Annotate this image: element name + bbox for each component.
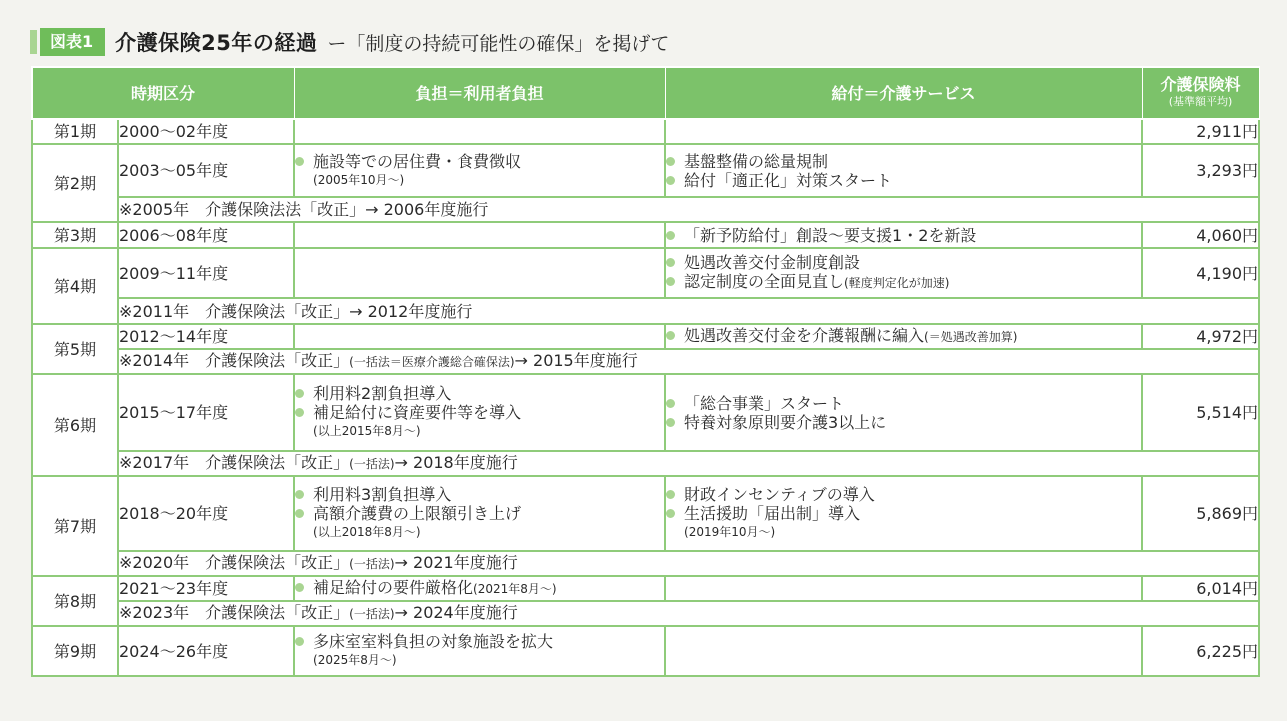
title-main: 介護保険25年の経過 (115, 31, 318, 55)
benefit-item: 「新予防給付」創設〜要支援1・2を新設 (684, 225, 977, 245)
bullet-icon (666, 157, 675, 166)
fee-value: 4,060円 (1142, 222, 1259, 248)
table-row-p8 (32, 576, 1259, 601)
table-row-p1 (32, 119, 1259, 144)
law-revision-effective: → 2015年度施行 (514, 351, 638, 370)
term-years: 2021〜23年度 (118, 576, 294, 601)
title-subtitle: ー「制度の持続可能性の確保」を掲げて (327, 32, 670, 55)
bullet-icon (295, 583, 304, 592)
benefit-cell (665, 476, 1142, 551)
period-label: 第6期 (32, 374, 118, 476)
bullet-icon (295, 157, 304, 166)
burden-cell (294, 324, 665, 349)
burden-cell (294, 374, 665, 451)
bullet-icon (666, 258, 675, 267)
bullet-icon (295, 408, 304, 417)
bullet-icon (666, 509, 675, 518)
table-row-p6 (32, 374, 1259, 451)
table-row-p3 (32, 222, 1259, 248)
burden-item-note: (2021年8月〜) (473, 582, 557, 596)
fee-value: 6,014円 (1142, 576, 1259, 601)
law-revision-row (32, 451, 1259, 476)
benefit-date-note: (2019年10月〜) (684, 525, 776, 539)
fee-value: 4,190円 (1142, 248, 1259, 298)
fee-value: 5,514円 (1142, 374, 1259, 451)
bullet-icon (666, 176, 675, 185)
fee-value: 3,293円 (1142, 144, 1259, 197)
burden-cell (294, 626, 665, 676)
burden-date-note: (2025年8月〜) (313, 653, 397, 667)
table-row-p9 (32, 626, 1259, 676)
bullet-icon (666, 418, 675, 427)
benefit-cell (665, 144, 1142, 197)
figure-title (30, 24, 669, 60)
term-years: 2009〜11年度 (118, 248, 294, 298)
term-years: 2024〜26年度 (118, 626, 294, 676)
law-revision-note (118, 349, 1259, 374)
law-revision-note: ※2011年 介護保険法「改正」→ 2012年度施行 (118, 298, 1259, 324)
header-period: 時期区分 (32, 67, 294, 119)
benefit-cell (665, 222, 1142, 248)
bullet-icon (666, 490, 675, 499)
law-revision-effective: → 2018年度施行 (394, 453, 518, 472)
law-revision-effective: → 2021年度施行 (394, 553, 518, 572)
period-label: 第2期 (32, 144, 118, 222)
benefit-item: 認定制度の全面見直し (684, 272, 845, 291)
burden-date-note: (以上2015年8月〜) (313, 424, 421, 438)
law-revision-row (32, 601, 1259, 626)
burden-date-note: (以上2018年8月〜) (313, 525, 421, 539)
bullet-icon (666, 399, 675, 408)
header-benefit: 給付＝介護サービス (665, 67, 1142, 119)
table-row-p5 (32, 324, 1259, 349)
burden-date-note: (2005年10月〜) (313, 172, 405, 187)
law-revision-text: ※2023年 介護保険法「改正」 (119, 603, 350, 622)
table-row-p4 (32, 248, 1259, 298)
period-label: 第4期 (32, 248, 118, 324)
law-revision-small: (一括法) (349, 557, 395, 571)
care-insurance-history-table (31, 66, 1260, 677)
benefit-item: 処遇改善交付金を介護報酬に編入 (684, 326, 925, 345)
law-revision-row (32, 298, 1259, 324)
term-years: 2006〜08年度 (118, 222, 294, 248)
burden-cell (294, 476, 665, 551)
period-label: 第7期 (32, 476, 118, 576)
burden-cell (294, 119, 665, 144)
bullet-icon (295, 509, 304, 518)
burden-item: 利用料2割負担導入 (313, 384, 452, 403)
table-row-p7 (32, 476, 1259, 551)
term-years: 2015〜17年度 (118, 374, 294, 451)
benefit-cell (665, 324, 1142, 349)
law-revision-note (118, 551, 1259, 576)
law-revision-text: ※2017年 介護保険法「改正」 (119, 453, 350, 472)
table-row-p2 (32, 144, 1259, 197)
benefit-item: 財政インセンティブの導入 (684, 485, 875, 504)
burden-item: 補足給付に資産要件等を導入 (313, 403, 522, 422)
burden-item: 多床室室料負担の対象施設を拡大 (313, 632, 554, 651)
bullet-icon (666, 331, 675, 340)
title-accent-bar (30, 30, 37, 54)
term-years: 2000〜02年度 (118, 119, 294, 144)
benefit-item-note: (＝処遇改善加算) (924, 330, 1018, 344)
figure-badge: 図表1 (40, 28, 105, 56)
burden-cell (294, 144, 665, 197)
burden-item: 利用料3割負担導入 (313, 485, 452, 504)
burden-cell (294, 576, 665, 601)
law-revision-row (32, 197, 1259, 222)
header-fee (1142, 67, 1259, 119)
benefit-item: 生活援助「届出制」導入 (684, 504, 861, 523)
law-revision-effective: → 2024年度施行 (394, 603, 518, 622)
header-fee-sub: (基準額平均) (1168, 95, 1233, 108)
benefit-cell (665, 119, 1142, 144)
period-label: 第5期 (32, 324, 118, 374)
bullet-icon (295, 389, 304, 398)
burden-item: 高額介護費の上限額引き上げ (313, 504, 522, 523)
law-revision-note: ※2005年 介護保険法法「改正」→ 2006年度施行 (118, 197, 1259, 222)
burden-cell (294, 248, 665, 298)
period-label: 第9期 (32, 626, 118, 676)
burden-item: 補足給付の要件厳格化 (313, 578, 474, 597)
benefit-item: 処遇改善交付金制度創設 (684, 253, 861, 272)
term-years: 2003〜05年度 (118, 144, 294, 197)
law-revision-text: ※2020年 介護保険法「改正」 (119, 553, 350, 572)
benefit-item: 特養対象原則要介護3以上に (684, 412, 887, 432)
period-label: 第8期 (32, 576, 118, 626)
law-revision-small: (一括法) (349, 457, 395, 471)
law-revision-text: ※2014年 介護保険法「改正」 (119, 351, 350, 370)
header-row (32, 67, 1259, 119)
bullet-icon (666, 277, 675, 286)
law-revision-note (118, 451, 1259, 476)
law-revision-small: (一括法) (349, 607, 395, 621)
law-revision-row (32, 349, 1259, 374)
bullet-icon (295, 490, 304, 499)
benefit-cell (665, 374, 1142, 451)
bullet-icon (666, 231, 675, 240)
period-label: 第3期 (32, 222, 118, 248)
law-revision-small: (一括法＝医療介護総合確保法) (349, 355, 515, 369)
fee-value: 2,911円 (1142, 119, 1259, 144)
period-label: 第1期 (32, 119, 118, 144)
fee-value: 4,972円 (1142, 324, 1259, 349)
law-revision-row (32, 551, 1259, 576)
benefit-cell (665, 248, 1142, 298)
law-revision-note (118, 601, 1259, 626)
bullet-icon (295, 637, 304, 646)
fee-value: 6,225円 (1142, 626, 1259, 676)
benefit-item-note: (軽度判定化が加速) (844, 276, 950, 290)
term-years: 2012〜14年度 (118, 324, 294, 349)
benefit-item: 基盤整備の総量規制 (684, 151, 829, 171)
term-years: 2018〜20年度 (118, 476, 294, 551)
benefit-cell (665, 626, 1142, 676)
benefit-cell (665, 576, 1142, 601)
header-burden: 負担＝利用者負担 (294, 67, 665, 119)
fee-value: 5,869円 (1142, 476, 1259, 551)
benefit-item: 給付「適正化」対策スタート (684, 170, 893, 190)
burden-cell (294, 222, 665, 248)
header-fee-main: 介護保険料 (1160, 75, 1241, 94)
benefit-item: 「総合事業」スタート (684, 393, 845, 413)
burden-item: 施設等での居住費・食費徴収 (313, 151, 522, 171)
